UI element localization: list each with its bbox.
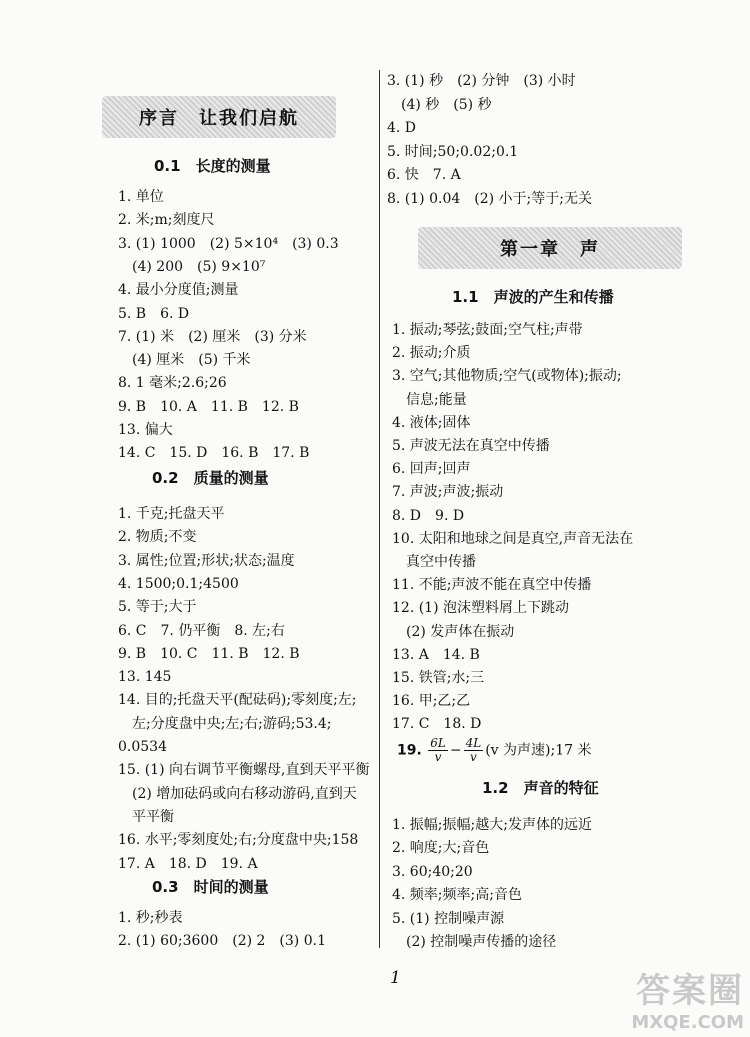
preface-banner: 序言 让我们启航	[102, 96, 336, 138]
answer-line: 真空中传播	[406, 554, 476, 570]
answer-line: 1. 千克;托盘天平	[118, 506, 225, 522]
answer-line: 11. 不能;声波不能在真空中传播	[392, 577, 592, 594]
answer-line: 16. 水平;零刻度处;右;分度盘中央;158	[118, 832, 359, 849]
answer-line: 12. (1) 泡沫塑料屑上下跳动	[392, 600, 569, 617]
answer-line: 8. D 9. D	[392, 507, 465, 524]
section-title: 0.2 质量的测量	[152, 469, 269, 487]
answer-line: 17. A 18. D 19. A	[118, 855, 258, 872]
section-title: 0.1 长度的测量	[154, 157, 271, 175]
answer-line: 2. 振动;介质	[392, 345, 471, 362]
section-title: 0.3 时间的测量	[152, 878, 269, 896]
answer-line: (4) 厘米 (5) 千米	[132, 352, 251, 369]
answer-line: 2. (1) 60;3600 (2) 2 (3) 0.1	[118, 933, 326, 950]
answer-q19: 19. $\frac{6L}{v}$ − $\frac{4L}{v}$ (v 为声速);17 米	[397, 736, 592, 764]
page-number: 1	[390, 968, 401, 988]
answer-line: 17. C 18. D	[392, 716, 482, 733]
answer-line: 15. (1) 向右调节平衡螺母,直到天平平衡	[118, 762, 370, 779]
answer-line: 9. B 10. A 11. B 12. B	[118, 398, 299, 415]
answer-line: 4. D	[387, 120, 417, 136]
answer-line: 15. 铁管;水;三	[392, 670, 485, 686]
answer-line: 4. 1500;0.1;4500	[118, 575, 239, 592]
answer-line: 14. 目的;托盘天平(配砝码);零刻度;左;	[118, 692, 357, 709]
fraction-6l-v: $\frac{6L}{v}$	[430, 736, 446, 764]
answer-line: 2. 物质;不变	[118, 529, 197, 546]
chapter1-banner: 第一章 声	[418, 227, 682, 269]
answer-line: 13. 偏大	[118, 422, 173, 438]
answer-line: 4. 液体;固体	[392, 414, 471, 431]
answer-line: 2. 响度;大;音色	[392, 840, 490, 857]
answer-line: 8. (1) 0.04 (2) 小于;等于;无关	[387, 190, 592, 207]
answer-line: 10. 太阳和地球之间是真空,声音无法在	[392, 530, 634, 547]
answer-line: 0.0534	[118, 739, 167, 755]
answer-line: 平平衡	[132, 808, 174, 825]
section-title: 1.2 声音的特征	[482, 779, 599, 797]
answer-line: 4. 最小分度值;测量	[118, 282, 239, 299]
answer-line: 5. 时间;50;0.02;0.1	[387, 143, 519, 160]
answer-line: 9. B 10. C 11. B 12. B	[118, 645, 300, 662]
watermark-logo: 答案圈 MXQE.COM	[631, 971, 744, 1033]
answer-line: 5. (1) 控制噪声源	[392, 910, 505, 927]
answer-line: 5. 等于;大于	[118, 599, 197, 616]
answer-line: 13. A 14. B	[392, 646, 480, 663]
section-title: 1.1 声波的产生和传播	[452, 288, 614, 306]
answer-line: 7. 声波;声波;振动	[392, 484, 504, 501]
answer-line: (2) 增加砝码或向右移动游码,直到天	[132, 785, 357, 802]
answer-line: 3. (1) 秒 (2) 分钟 (3) 小时	[387, 73, 576, 89]
answer-line: (4) 秒 (5) 秒	[401, 96, 492, 113]
answer-line: 13. 145	[118, 669, 172, 686]
answer-line: (4) 200 (5) 9×10⁷	[132, 258, 266, 275]
answer-line: 5. 声波无法在真空中传播	[392, 438, 550, 454]
answer-line: 2. 米;m;刻度尺	[118, 212, 215, 229]
answer-line: 6. C 7. 仍平衡 8. 左;右	[118, 622, 285, 639]
answer-line: 4. 频率;频率;高;音色	[392, 887, 522, 904]
answer-line: 3. 60;40;20	[392, 863, 473, 880]
answer-line: 6. 快 7. A	[387, 167, 461, 183]
answer-line: (2) 发声体在振动	[406, 623, 515, 640]
answer-line: 5. B 6. D	[118, 305, 190, 322]
answer-line: 7. (1) 米 (2) 厘米 (3) 分米	[118, 328, 307, 345]
fraction-4l-v: $\frac{4L}{v}$	[465, 736, 482, 764]
column-divider	[379, 70, 380, 948]
answer-line: 1. 秒;秒表	[118, 910, 183, 926]
answer-line: 3. 空气;其他物质;空气(或物体);振动;	[392, 368, 622, 385]
answer-line: 1. 单位	[118, 189, 164, 205]
answer-line: 3. 属性;位置;形状;状态;温度	[118, 552, 295, 569]
answer-line: 信息;能量	[406, 391, 467, 408]
answer-line: 8. 1 毫米;2.6;26	[118, 375, 227, 392]
answer-line: 6. 回声;回声	[392, 461, 471, 478]
answer-line: 1. 振幅;振幅;越大;发声体的远近	[392, 817, 592, 833]
answer-line: 16. 甲;乙;乙	[392, 693, 471, 710]
answer-line: 1. 振动;琴弦;鼓面;空气柱;声带	[392, 322, 583, 338]
answer-line: 3. (1) 1000 (2) 5×10⁴ (3) 0.3	[118, 235, 339, 252]
answer-line: 左;分度盘中央;左;右;游码;53.4;	[132, 715, 332, 732]
answer-line: (2) 控制噪声传播的途径	[406, 934, 557, 950]
answer-line: 14. C 15. D 16. B 17. B	[118, 445, 310, 462]
